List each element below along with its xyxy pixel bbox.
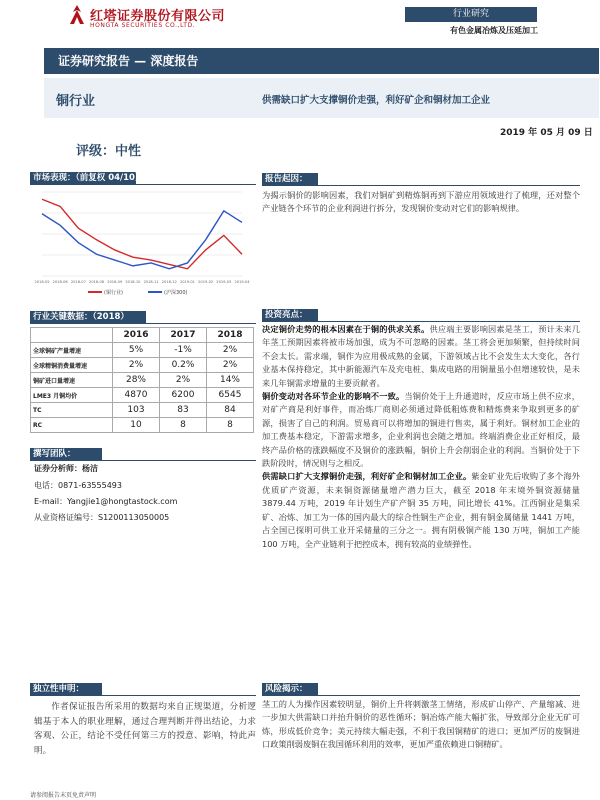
table-cell: -1% <box>160 343 207 358</box>
row-label: RC <box>31 418 113 433</box>
table-row <box>31 358 254 373</box>
table-row <box>31 388 254 403</box>
table-cell: 6200 <box>160 388 207 403</box>
x-tick-label: 2019-03 <box>216 280 232 284</box>
table-cell: 83 <box>160 403 207 418</box>
table-cell: 0.2% <box>160 358 207 373</box>
overview-text: 为揭示铜价的影响因素，我们对铜矿到精炼铜再到下游应用领域进行了梳理，还对整个产业链各个环节的企业利润进行拆分，发现铜价变动对它们的影响规律。 <box>262 190 580 214</box>
table-cell: 103 <box>113 403 160 418</box>
analyst-name: 证券分析师：杨洁 <box>34 464 98 473</box>
highlights-rule <box>262 321 580 322</box>
market-rule <box>30 184 256 185</box>
row-label: 全球精铜消费量增速 <box>31 358 113 373</box>
key-data-rule <box>30 323 256 324</box>
analyst-cert: 从业资格证编号：S1200113050005 <box>34 513 170 522</box>
table-cell: 6545 <box>207 388 254 403</box>
highlight-lead: 铜价变动对各环节企业的影响不一致。 <box>262 391 405 402</box>
row-label: LME3 月铜均价 <box>31 388 113 403</box>
market-chart <box>30 186 250 298</box>
table-row <box>31 418 254 433</box>
chart-ticks <box>34 280 250 284</box>
highlight-text: 当铜价处于上升通道时，反应市场上供不应求，对矿产商是利好事件，而冶炼厂商则必须通过降低粗炼费和精炼费来争取到更多的矿源，损害了自己的利润。贸易商可以将增加的铜进行售卖，属于利好。铜材加工企业的加工费基本稳定，下游需求增多，企业利润也会随之增加。终端消费企业正好相反，最终产品价格的涨跌幅度不及铜价的涨跌幅，铜价上升会削弱企业的利润。当铜价处于下跌阶段时，情况则与之相反。 <box>262 391 580 469</box>
table-corner <box>31 328 113 343</box>
table-cell: 2% <box>207 358 254 373</box>
x-tick-label: 2018-10 <box>125 280 141 284</box>
table-row <box>31 343 254 358</box>
company-name: 红塔证券股份有限公司 <box>90 9 226 24</box>
table-cell: 5% <box>113 343 160 358</box>
sub-industry: 有色金属冶炼及压延加工 <box>450 26 538 35</box>
report-category-badge: 行业研究 <box>405 7 537 22</box>
highlight-text: 紫金矿业先后收购了多个海外优质矿产资源，未来铜资源储量增产潜力巨大，截至 2018 年末境外铜资源储量 3879.44 万吨，2019 年计划生产矿产铜 35 万吨，同比增长 41%。江西铜业是集采矿、冶炼、加工为一体的国内最大的综合性铜生产企业，拥有铜金属储量 1441 万吨，占全国已探明可供工业开采储量的三分之一。拥有阴极铜产能 130 万吨，铜加工产能 100 万吨，全产业链利于把控成本，拥有较高的业绩弹性。 <box>262 471 580 549</box>
x-tick-label: 2019-04 <box>234 280 250 284</box>
year-header: 2017 <box>160 328 207 343</box>
company-name-en: HONGTA SECURITIES CO.,LTD. <box>90 22 196 29</box>
x-tick-label: 2019-02 <box>198 280 214 284</box>
table-cell: 2% <box>113 358 160 373</box>
disclaimer-rule <box>30 695 256 696</box>
industry-name: 铜行业 <box>56 94 96 109</box>
table-cell: 4870 <box>113 388 160 403</box>
row-label: 全球铜矿产量增速 <box>31 343 113 358</box>
highlight-lead: 决定铜价走势的根本因素在于铜的供求关系。 <box>262 324 430 334</box>
overview-rule <box>262 185 580 186</box>
disclaimer-text: 作者保证报告所采用的数据均来自正规渠道，分析逻辑基于本人的职业理解，通过合理判断并得出结论，力求客观、公正，结论不受任何第三方的授意、影响，特此声明。 <box>34 702 256 756</box>
risk-text: 茎工的人为操作因素较明显，铜价上升将刺激茎工情绪，形成矿山停产、产量缩减、进一步加大供需缺口并抬升铜价的恶性循环；铜冶炼产能大幅扩张，导致部分企业无矿可炼，形成低价竞争；美元持续大幅走强，不利于我国铜精矿的进口；更加严厉的废铜进口政策削弱废铜在我国循环利用的效率，更加严重依赖进口铜精矿。 <box>262 699 580 750</box>
table-cell: 84 <box>207 403 254 418</box>
table-header-row <box>31 328 254 343</box>
legend-label-index: (沪深300) <box>164 290 188 296</box>
year-header: 2016 <box>113 328 160 343</box>
row-label: TC <box>31 403 113 418</box>
rating: 评级：中性 <box>76 144 142 159</box>
highlight-paragraph <box>262 323 580 390</box>
table-cell: 2% <box>160 373 207 388</box>
disclaimer-heading: 独立性申明： <box>30 683 102 696</box>
chart-legend <box>88 289 187 296</box>
report-headline: 供需缺口扩大支撑铜价走强，利好矿企和铜材加工企业 <box>262 95 491 106</box>
risk-rule <box>262 695 580 696</box>
table-cell: 28% <box>113 373 160 388</box>
team-heading: 撰写团队： <box>30 448 102 461</box>
analyst-phone: 电话：0871-63555493 <box>34 481 122 490</box>
x-tick-label: 2018-08 <box>89 280 105 284</box>
legend-label-industry: (铜行业) <box>104 290 123 296</box>
overview-heading: 报告起因： <box>262 173 318 186</box>
market-heading: 市场表现：（前复权 04/10） <box>30 172 136 185</box>
x-tick-label: 2018-05 <box>34 280 50 284</box>
key-data-heading: 行业关键数据：（2018） <box>30 311 146 324</box>
highlight-paragraph <box>262 470 580 550</box>
x-tick-label: 2018-11 <box>143 280 159 284</box>
report-type: 证券研究报告 — 深度报告 <box>58 54 199 68</box>
table-cell: 14% <box>207 373 254 388</box>
x-tick-label: 2018-12 <box>161 280 177 284</box>
chart-grid <box>42 192 242 276</box>
report-date: 2019 年 05 月 09 日 <box>500 128 593 138</box>
table-cell: 10 <box>113 418 160 433</box>
highlights-heading: 投资亮点： <box>262 309 318 322</box>
table-cell: 8 <box>160 418 207 433</box>
x-tick-label: 2018-06 <box>52 280 68 284</box>
highlight-lead: 供需缺口扩大支撑铜价走强，利好矿企和铜材加工企业。 <box>262 471 472 482</box>
key-data-table <box>30 327 254 433</box>
company-logo-icon <box>66 4 88 26</box>
highlight-text: 供应端主要影响因素是茎工，预计未来几年茎工预期因素将被市场加强，成为不可忽略的因素。茎工将会更加频繁，但持续时间不会太长。需求端，铜作为应用极成熟的金属，下游领域占比不会发生太大变化，各行业基本保持稳定，其中新能源汽车及充电桩、集成电路的用铜量虽小但增速较快，是未来几年铜需求增量的主要贡献者。 <box>262 324 580 388</box>
x-tick-label: 2018-07 <box>70 280 86 284</box>
table-row <box>31 373 254 388</box>
row-label: 铜矿进口量增速 <box>31 373 113 388</box>
x-tick-label: 2018-09 <box>107 280 123 284</box>
team-rule <box>30 460 256 461</box>
highlights-body <box>262 323 580 551</box>
x-tick-label: 2019-01 <box>179 280 195 284</box>
table-cell: 2% <box>207 343 254 358</box>
table-row <box>31 403 254 418</box>
risk-heading: 风险揭示： <box>262 683 318 696</box>
year-header: 2018 <box>207 328 254 343</box>
highlight-paragraph <box>262 390 580 470</box>
analyst-email[interactable]: E-mail：Yangjie1@hongtastock.com <box>34 497 178 506</box>
footer-note: 请参阅报告末页免责声明 <box>30 792 97 799</box>
table-cell: 8 <box>207 418 254 433</box>
